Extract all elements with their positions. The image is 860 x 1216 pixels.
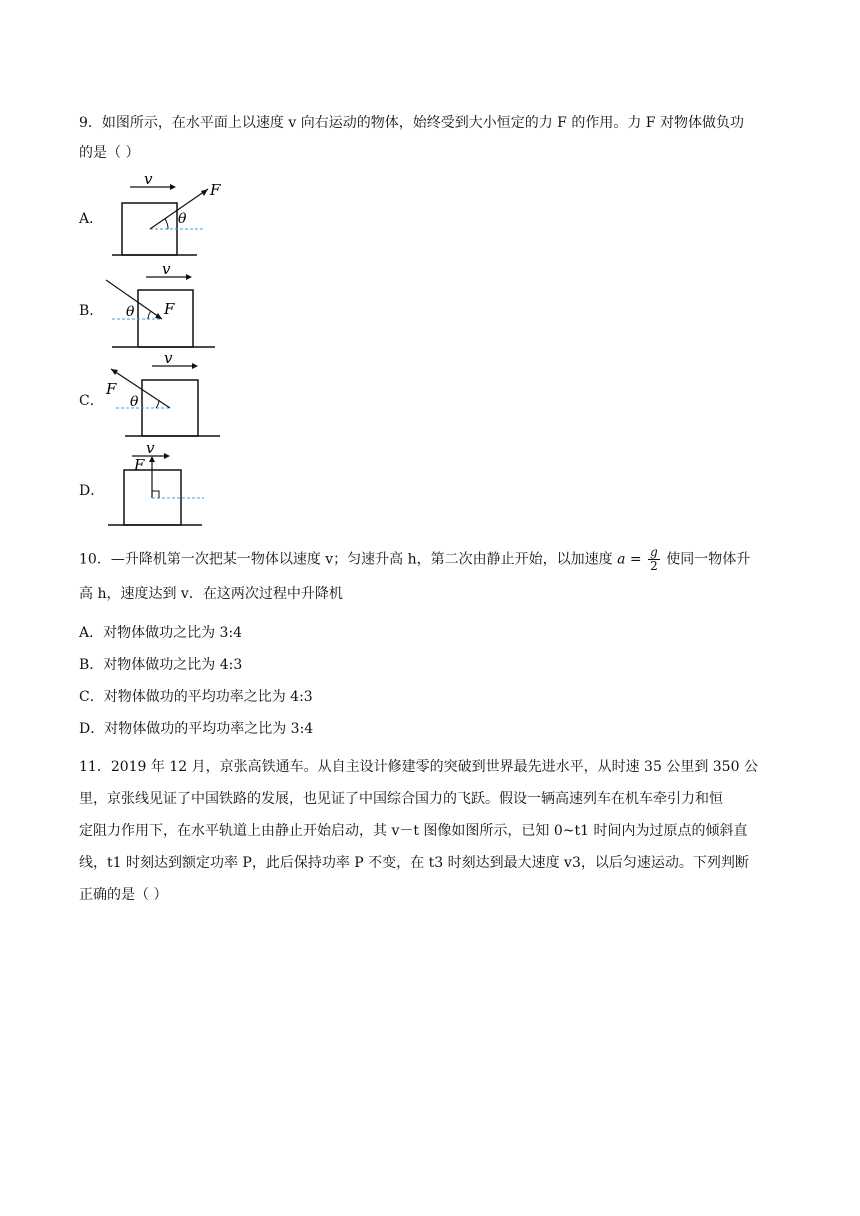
q10-option-c[interactable]: C．对物体做功的平均功率之比为 4:3 (79, 689, 313, 705)
fraction-numerator: g (650, 545, 658, 559)
q9-stem-line2: 的是（ ） (79, 145, 140, 161)
force-label: F (134, 456, 145, 474)
q9-option-a-label[interactable]: A． (79, 211, 104, 227)
velocity-arrowhead (186, 274, 192, 280)
force-label: F (164, 300, 175, 318)
q10-accel-fraction (648, 546, 660, 573)
velocity-label: v (144, 170, 153, 188)
right-angle-mark (152, 491, 159, 498)
q10-option-b[interactable]: B．对物体做功之比为 4:3 (79, 657, 243, 673)
angle-label: θ (178, 211, 187, 227)
q10-option-a[interactable]: A．对物体做功之比为 3:4 (79, 625, 243, 641)
angle-arc (148, 311, 151, 319)
q11-stem-line1: 11．2019 年 12 月，京张高铁通车。从自主设计修建零的突破到世界最先进水平，从时速 35 公里到 350 公 (79, 759, 758, 775)
q10-option-d[interactable]: D．对物体做功的平均功率之比为 3:4 (79, 721, 314, 737)
q9-option-b-figure (100, 262, 230, 350)
q10-stem-line2: 高 h，速度达到 v．在这两次过程中升降机 (79, 586, 343, 602)
q9-option-c-figure (100, 349, 230, 440)
velocity-arrowhead (170, 184, 176, 190)
force-arrow (111, 369, 170, 408)
force-label: F (210, 181, 221, 199)
fraction-denominator: 2 (650, 559, 658, 573)
angle-arc (165, 219, 168, 229)
q9-option-d-label[interactable]: D． (79, 483, 105, 499)
force-label: F (106, 380, 117, 398)
angle-label: θ (126, 304, 135, 320)
q10-stem-part2: 使同一物体升 (666, 551, 751, 568)
q10-stem-line1 (79, 546, 750, 573)
q9-option-a-figure (100, 170, 230, 260)
q10-stem-part1: 10．—升降机第一次把某一物体以速度 v；匀速升高 h，第二次由静止开始，以加速度 (79, 551, 613, 568)
angle-label: θ (130, 394, 139, 410)
q11-stem-line3: 定阻力作用下，在水平轨道上由静止开始启动，其 v－t 图像如图所示，已知 0~t1 时间内为过原点的倾斜直 (79, 823, 748, 839)
force-arrowhead (155, 313, 162, 319)
q9-stem-line1: 9．如图所示，在水平面上以速度 v 向右运动的物体，始终受到大小恒定的力 F 的作用。力 F 对物体做负功 (79, 115, 744, 131)
block (122, 203, 177, 255)
q9-option-c-label[interactable]: C． (79, 393, 104, 409)
q9-option-b-label[interactable]: B． (79, 303, 104, 319)
q11-stem-line5: 正确的是（ ） (79, 887, 168, 903)
velocity-label: v (146, 439, 155, 457)
force-arrowhead (111, 369, 118, 375)
angle-arc (156, 400, 159, 408)
q10-accel-lhs: a = (617, 551, 642, 568)
q11-stem-line2: 里，京张线见证了中国铁路的发展，也见证了中国综合国力的飞跃。假设一辆高速列车在机车牵引力和恒 (79, 791, 723, 807)
block (138, 290, 193, 347)
force-arrowhead (201, 189, 208, 196)
q9-option-d-figure (100, 440, 230, 530)
velocity-label: v (162, 260, 171, 278)
velocity-arrowhead (192, 363, 198, 369)
q11-stem-line4: 线，t1 时刻达到额定功率 P，此后保持功率 P 不变，在 t3 时刻达到最大速度 v3，以后匀速运动。下列判断 (79, 855, 749, 871)
velocity-label: v (164, 349, 173, 367)
velocity-arrowhead (164, 453, 170, 459)
